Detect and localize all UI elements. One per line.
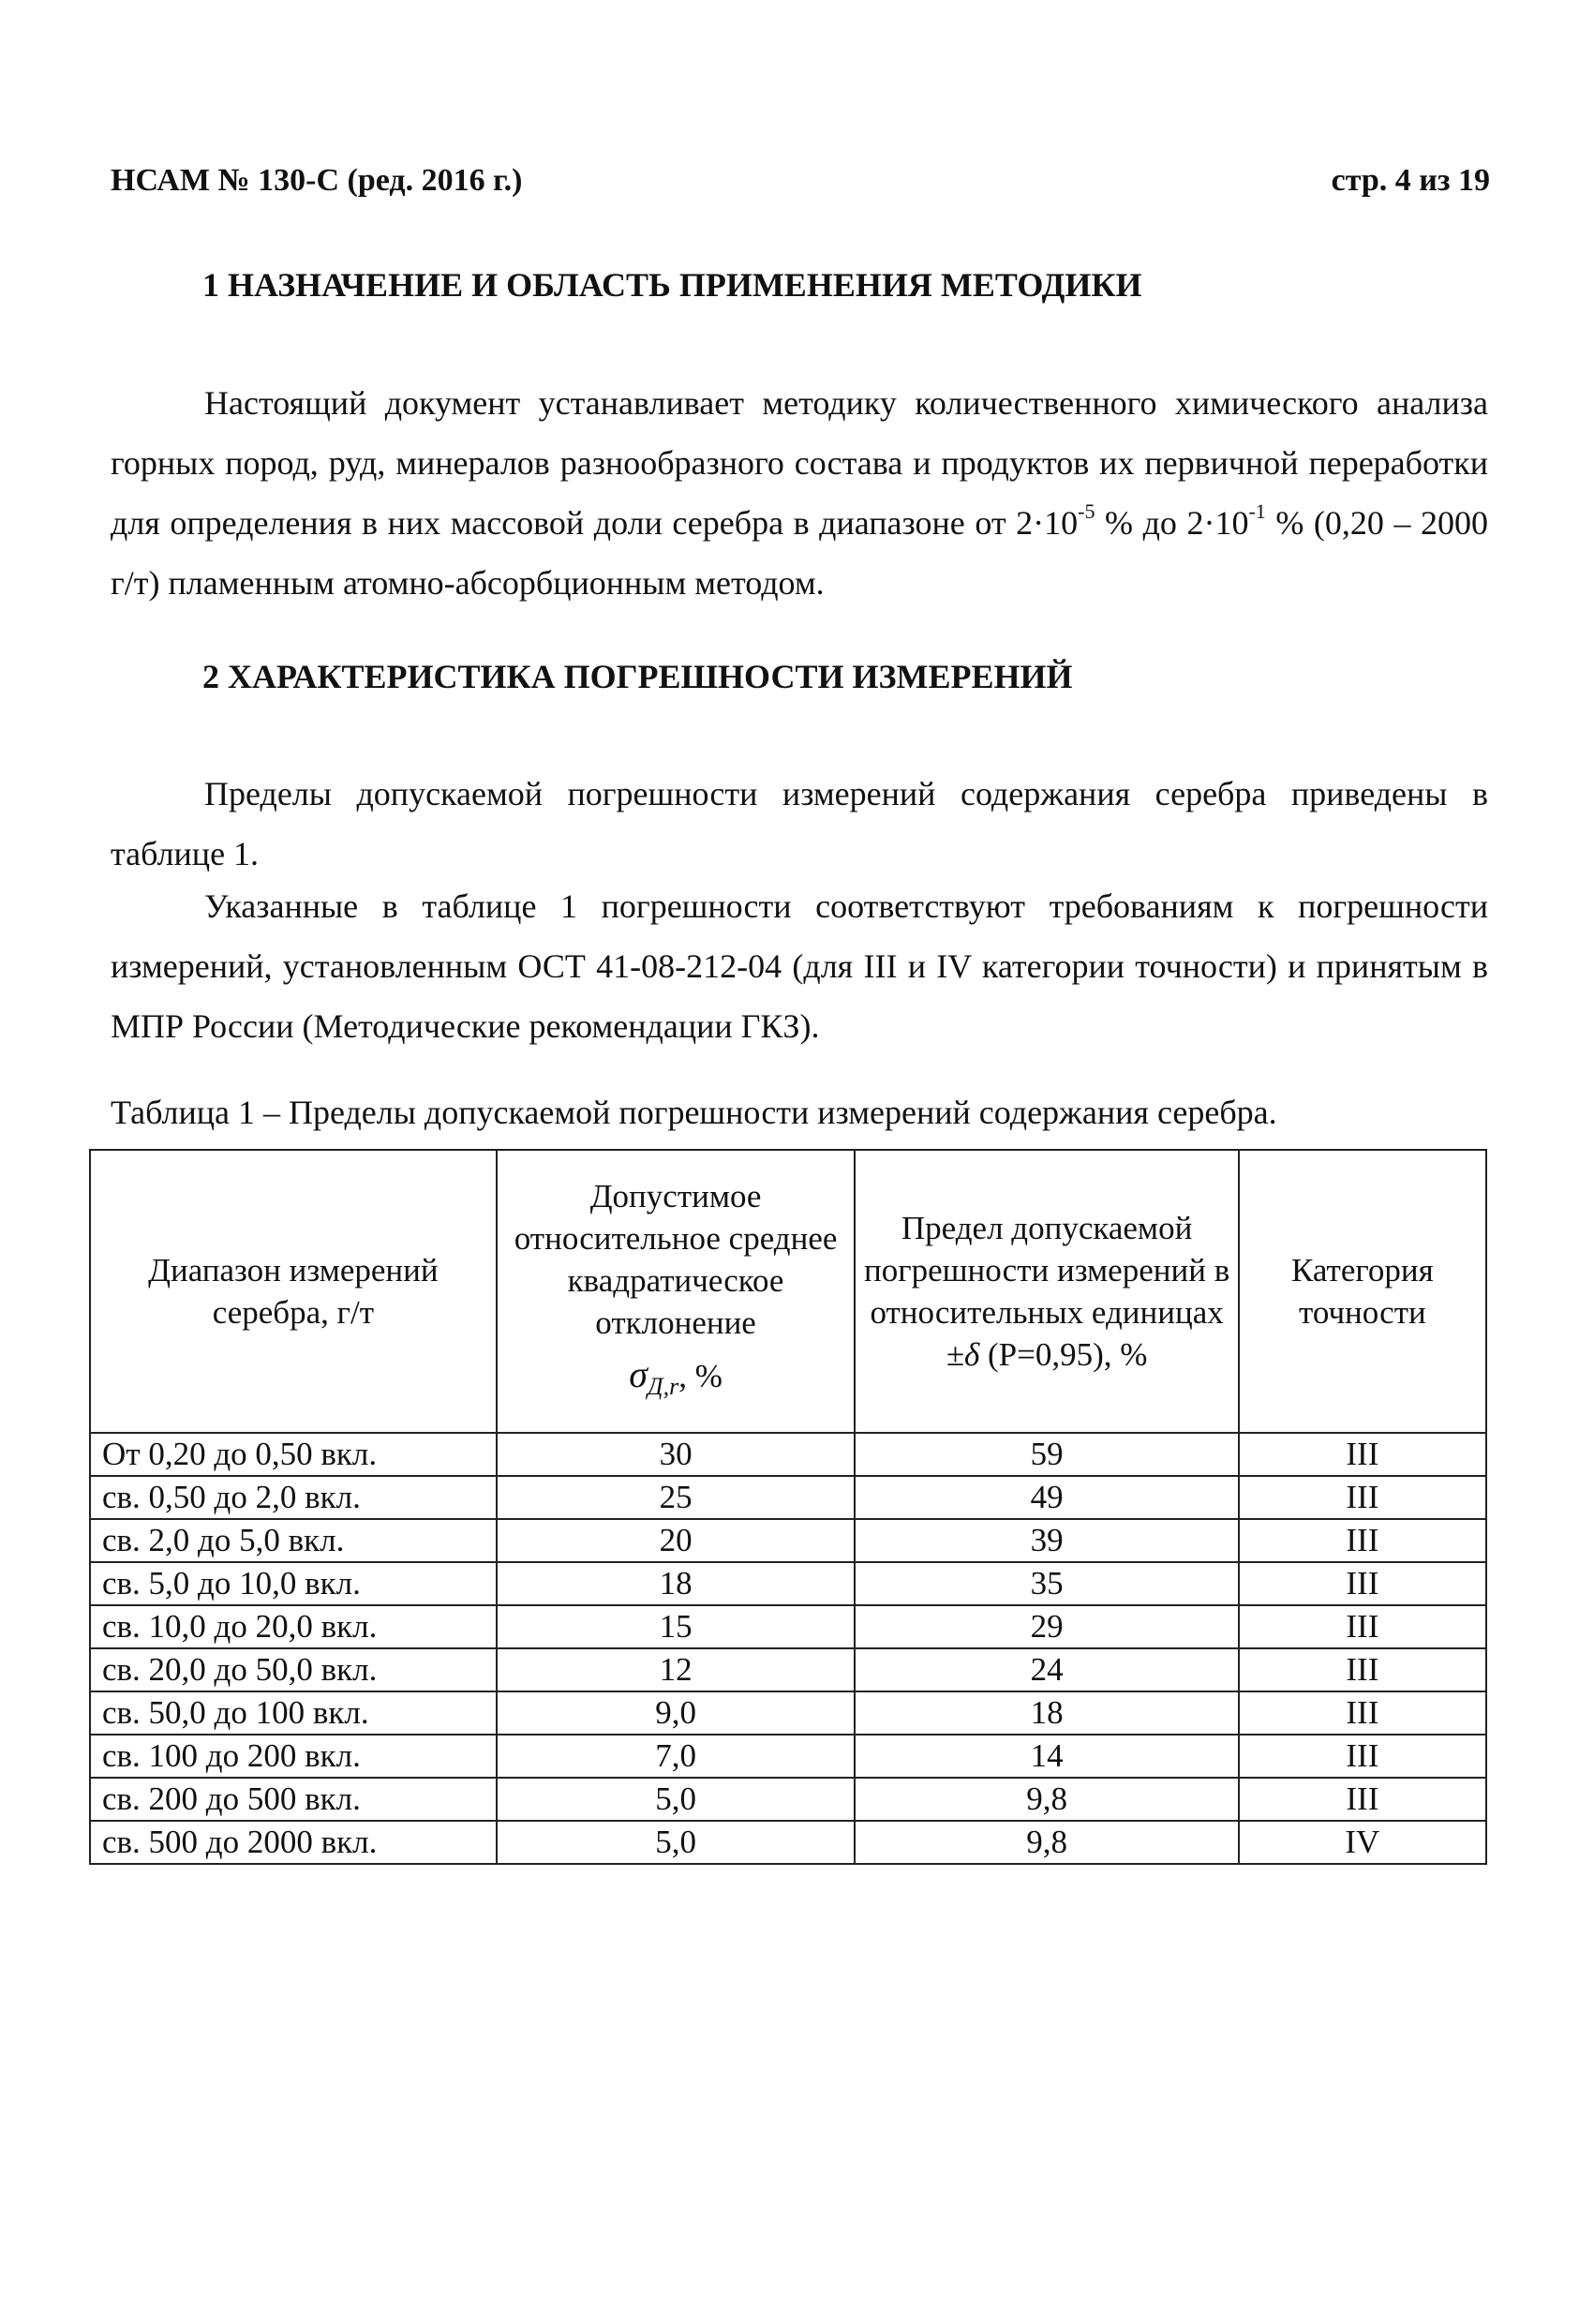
header-sko-label: Допустимое относительное среднее квадратическое отклонение xyxy=(514,1178,838,1341)
error-limits-table xyxy=(89,1149,1487,1865)
header-limit-label: Предел допускаемой погрешности измерений в относительных единицах xyxy=(863,1210,1230,1331)
cell-sko: 9,0 xyxy=(497,1691,856,1735)
table-row xyxy=(90,1821,1486,1864)
cell-limit: 49 xyxy=(855,1476,1238,1519)
section-1-text-start: Настоящий документ устанавливает методику количественного химического анализа горных пород, руд, минералов разнообразного состава и продуктов их первичной переработки для определения в них массовой доли серебра в диапазоне от 2·10 xyxy=(111,384,1488,542)
cell-range: св. 10,0 до 20,0 вкл. xyxy=(90,1605,497,1648)
cell-range: св. 20,0 до 50,0 вкл. xyxy=(90,1648,497,1691)
cell-range: св. 200 до 500 вкл. xyxy=(90,1778,497,1821)
header-limit-symbol-line xyxy=(863,1333,1229,1376)
header-sko xyxy=(497,1150,856,1433)
cell-category: III xyxy=(1239,1778,1486,1821)
cell-category: III xyxy=(1239,1735,1486,1778)
cell-sko: 12 xyxy=(497,1648,856,1691)
cell-limit: 29 xyxy=(855,1605,1238,1648)
header-sko-symbol-line xyxy=(505,1353,847,1408)
cell-limit: 35 xyxy=(855,1562,1238,1605)
cell-category: III xyxy=(1239,1605,1486,1648)
cell-limit: 24 xyxy=(855,1648,1238,1691)
section-1-text-end: % (0,20 – 2000 г/т) пламенным атомно-абсорбционным методом. xyxy=(111,504,1489,602)
cell-category: III xyxy=(1239,1691,1486,1735)
sigma-symbol: σ xyxy=(629,1353,648,1395)
cell-category: III xyxy=(1239,1476,1486,1519)
section-1-paragraph xyxy=(111,373,1488,613)
section-2-paragraph-1 xyxy=(111,764,1488,884)
header-limit xyxy=(855,1150,1238,1433)
cell-sko: 25 xyxy=(497,1476,856,1519)
table-row xyxy=(90,1519,1486,1562)
cell-sko: 15 xyxy=(497,1605,856,1648)
cell-limit: 39 xyxy=(855,1519,1238,1562)
section-1-text-mid: % до 2·10 xyxy=(1095,504,1249,542)
delta-symbol: ±δ xyxy=(946,1336,980,1373)
cell-sko: 7,0 xyxy=(497,1735,856,1778)
table-row xyxy=(90,1562,1486,1605)
exponent-2: -1 xyxy=(1248,499,1266,523)
cell-sko: 5,0 xyxy=(497,1821,856,1864)
cell-range: св. 50,0 до 100 вкл. xyxy=(90,1691,497,1735)
section-2-text-1: Пределы допускаемой погрешности измерений содержания серебра приведены в таблице 1. xyxy=(111,775,1488,872)
sigma-subscript: Д,r xyxy=(648,1373,679,1400)
section-1-heading: 1 НАЗНАЧЕНИЕ И ОБЛАСТЬ ПРИМЕНЕНИЯ МЕТОДИКИ xyxy=(202,266,1142,304)
cell-sko: 20 xyxy=(497,1519,856,1562)
cell-range: св. 5,0 до 10,0 вкл. xyxy=(90,1562,497,1605)
limit-unit: (Р=0,95), % xyxy=(979,1336,1148,1373)
cell-category: III xyxy=(1239,1562,1486,1605)
table-row xyxy=(90,1476,1486,1519)
section-2-text-2: Указанные в таблице 1 погрешности соответствуют требованиям к погрешности измерений, установленным ОСТ 41-08-212-04 (для III и IV категории точности) и принятым в МПР России (Методические рекомендации ГКЗ). xyxy=(111,887,1488,1045)
cell-range: св. 0,50 до 2,0 вкл. xyxy=(90,1476,497,1519)
cell-sko: 30 xyxy=(497,1433,856,1476)
table-row xyxy=(90,1735,1486,1778)
cell-limit: 9,8 xyxy=(855,1778,1238,1821)
cell-sko: 18 xyxy=(497,1562,856,1605)
cell-category: IV xyxy=(1239,1821,1486,1864)
exponent-1: -5 xyxy=(1078,499,1095,523)
header-range xyxy=(90,1150,497,1433)
cell-sko: 5,0 xyxy=(497,1778,856,1821)
cell-range: От 0,20 до 0,50 вкл. xyxy=(90,1433,497,1476)
cell-limit: 14 xyxy=(855,1735,1238,1778)
cell-range: св. 2,0 до 5,0 вкл. xyxy=(90,1519,497,1562)
table-row xyxy=(90,1648,1486,1691)
table-header-row xyxy=(90,1150,1486,1433)
cell-category: III xyxy=(1239,1433,1486,1476)
table-row xyxy=(90,1433,1486,1476)
table-row xyxy=(90,1778,1486,1821)
header-range-label: Диапазон измерений серебра, г/т xyxy=(148,1252,439,1331)
header-category xyxy=(1239,1150,1486,1433)
cell-category: III xyxy=(1239,1648,1486,1691)
header-category-label: Категория точности xyxy=(1291,1252,1434,1331)
cell-category: III xyxy=(1239,1519,1486,1562)
document-id: НСАМ № 130-С (ред. 2016 г.) xyxy=(111,163,523,198)
cell-range: св. 100 до 200 вкл. xyxy=(90,1735,497,1778)
section-2-heading: 2 ХАРАКТЕРИСТИКА ПОГРЕШНОСТИ ИЗМЕРЕНИЙ xyxy=(202,658,1073,695)
cell-limit: 9,8 xyxy=(855,1821,1238,1864)
table-caption: Таблица 1 – Пределы допускаемой погрешности измерений содержания серебра. xyxy=(111,1094,1277,1131)
cell-limit: 18 xyxy=(855,1691,1238,1735)
table-row xyxy=(90,1605,1486,1648)
sko-unit: , % xyxy=(678,1358,723,1394)
cell-limit: 59 xyxy=(855,1433,1238,1476)
table-row xyxy=(90,1691,1486,1735)
cell-range: св. 500 до 2000 вкл. xyxy=(90,1821,497,1864)
section-2-paragraph-2 xyxy=(111,876,1488,1056)
page-number: стр. 4 из 19 xyxy=(1331,163,1490,198)
